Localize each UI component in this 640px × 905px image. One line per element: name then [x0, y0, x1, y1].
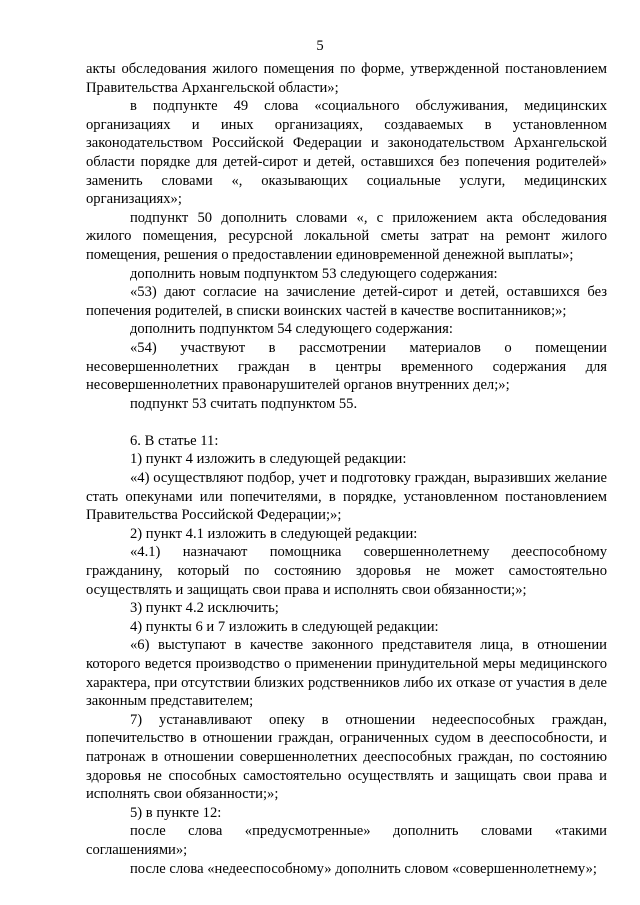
paragraph: «53) дают согласие на зачисление детей-сирот и детей, оставшихся без попечения родителей, в списки воинских частей в качестве воспитанников;»; [86, 284, 607, 319]
paragraph: после слова «недееспособному» дополнить словом «совершеннолетнему»; [130, 860, 597, 877]
paragraph: 6. В статье 11: [130, 432, 219, 449]
paragraph: 4) пункты 6 и 7 изложить в следующей редакции: [130, 618, 439, 635]
paragraph: 1) пункт 4 изложить в следующей редакции: [130, 451, 407, 468]
paragraph: 7) устанавливают опеку в отношении недееспособных граждан, попечительство в отношении граждан, ограниченных судом в дееспособности, и патронаж в отношении совершеннолетних дееспособных граждан, по состоянию здоровья не способных самостоятельно осуществлять и защищать свои права и исполнять свои обязанности;»; [86, 711, 607, 803]
paragraph: «4.1) назначают помощника совершеннолетнему дееспособному гражданину, который по состоянию здоровья не может самостоятельно осуществлять и защищать свои права и исполнять свои обязанности;»; [86, 544, 607, 598]
paragraph-spacer [86, 413, 607, 432]
paragraph: подпункт 53 считать подпунктом 55. [130, 395, 358, 412]
paragraph: 3) пункт 4.2 исключить; [130, 600, 279, 617]
paragraph: «4) осуществляют подбор, учет и подготовку граждан, выразивших желание стать опекунами или попечителями, в порядке, установленном постановлением Правительства Российской Федерации;»; [86, 470, 607, 524]
page-number: 5 [316, 38, 324, 54]
paragraph: после слова «предусмотренные» дополнить словами «такими соглашениями»; [86, 823, 607, 858]
paragraph: акты обследования жилого помещения по форме, утвержденной постановлением Правительства Архангельской области»; [86, 61, 607, 96]
paragraph: 5) в пункте 12: [130, 804, 222, 821]
paragraph: «6) выступают в качестве законного представителя лица, в отношении которого ведется производство о применении принудительной меры медицинского характера, при отсутствии близких родственников либо их отказе от участия в деле законным представителем; [86, 637, 607, 710]
paragraph: в подпункте 49 слова «социального обслуживания, медицинских организациях и иных организациях, создаваемых в установленном законодательством Российской Федерации и законодательством Архангельской области порядке для детей-сирот и детей, оставшихся без попечения родителей» заменить словами «, оказывающих социальные услуги, медицинских организациях»; [86, 98, 607, 208]
paragraph: дополнить новым подпунктом 53 следующего содержания: [130, 265, 498, 282]
paragraph: 2) пункт 4.1 изложить в следующей редакции: [130, 525, 418, 542]
paragraph: «54) участвуют в рассмотрении материалов о помещении несовершеннолетних граждан в центры временного содержания для несовершеннолетних правонарушителей органов внутренних дел;»; [86, 339, 607, 394]
document-body [86, 60, 607, 878]
paragraph: дополнить подпунктом 54 следующего содержания: [130, 321, 453, 338]
paragraph: подпункт 50 дополнить словами «, с приложением акта обследования жилого помещения, ресурсной локальной сметы затрат на ремонт жилого помещения, решения о предоставлении единовременной денежной выплаты»; [86, 209, 607, 263]
